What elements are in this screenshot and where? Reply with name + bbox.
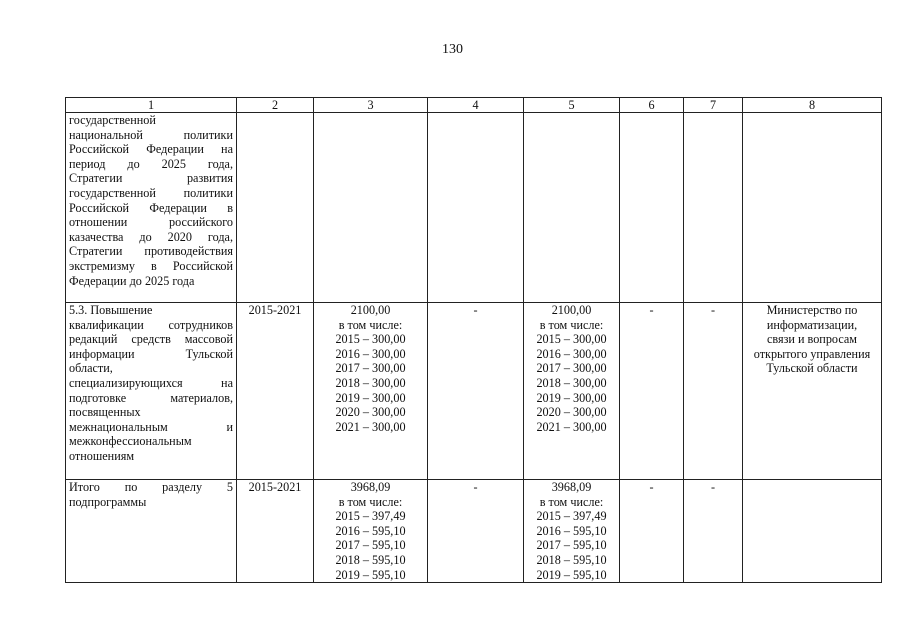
measure-description-cell [66,303,237,480]
page-number: 130 [442,42,463,57]
empty-cell [743,113,882,303]
empty-cell [428,113,524,303]
text-line: Стратегии развития [69,171,233,186]
text-line: посвященных [69,405,141,420]
text-line: 2015 – 397,49 [536,509,607,524]
text-line: национальной политики [69,127,233,142]
header-row [66,98,882,113]
text-line: 2017 – 595,10 [536,538,607,553]
text-line: 2018 – 595,10 [536,552,607,567]
header-col-8: 8 [743,98,882,113]
empty-cell [684,113,743,303]
text-line: 2016 – 595,10 [536,523,607,538]
text-line: 3968,09 [551,480,592,494]
header-col-3: 3 [314,98,428,113]
text-line: специализирующихся на [69,375,233,390]
text-line: 2016 – 300,00 [335,346,406,361]
text-line: информатизации, [766,317,858,332]
text-line: 2018 – 595,10 [335,552,406,567]
text-line: 2016 – 300,00 [536,346,607,361]
col4-cell: - [428,480,524,583]
program-table [65,97,882,583]
text-line: 3968,09 [350,480,391,494]
text-line: экстремизму в Российской [69,258,233,273]
section-total-cell [66,480,237,583]
text-line: период до 2025 года, [69,156,233,171]
text-line: открытого управления [753,346,871,361]
text-line: Российской Федерации в [69,200,233,215]
text-line: 2019 – 300,00 [536,390,607,405]
text-line: в том числе: [539,317,604,332]
col7-cell: - [684,480,743,583]
header-col-2: 2 [237,98,314,113]
text-line: казачества до 2020 года, [69,229,233,244]
col7-cell: - [684,303,743,480]
col6-cell: - [620,303,684,480]
text-line: Тульской области [766,361,858,376]
text-line: 2018 – 300,00 [536,375,607,390]
text-line: 2019 – 300,00 [335,390,406,405]
empty-cell [620,113,684,303]
text-line: межконфессиональным [69,434,192,449]
text-line: в том числе: [338,317,403,332]
text-line: 2021 – 300,00 [335,419,406,434]
text-line: государственной политики [69,185,233,200]
text-line: 2015 – 300,00 [536,332,607,347]
text-line: 2015 – 300,00 [335,332,406,347]
empty-cell [237,113,314,303]
text-line: отношении российского [69,215,233,230]
text-line: редакций средств массовой [69,332,233,347]
header-col-1: 1 [66,98,237,113]
text-line: Федерации до 2025 года [69,273,195,288]
text-line: квалификации сотрудников [69,317,233,332]
regional-funding-cell [524,480,620,583]
text-line: Министерство по [766,303,858,317]
text-line: информации Тульской [69,346,233,361]
text-line: 2020 – 300,00 [335,405,406,420]
header-col-5: 5 [524,98,620,113]
text-line: Российской Федерации на [69,142,233,157]
table-row [66,113,882,303]
text-line: 2017 – 300,00 [335,361,406,376]
text-line: межнациональным и [69,419,233,434]
text-line: в том числе: [539,494,604,509]
table-row [66,303,882,480]
header-col-7: 7 [684,98,743,113]
text-line: 2018 – 300,00 [335,375,406,390]
empty-cell [743,480,882,583]
table-row [66,480,882,583]
total-funding-cell [314,480,428,583]
text-line: 2016 – 595,10 [335,523,406,538]
period-cell: 2015-2021 [237,480,314,583]
col4-cell: - [428,303,524,480]
text-line: области, [69,361,113,376]
empty-cell [314,113,428,303]
period-cell: 2015-2021 [237,303,314,480]
text-line: 2015 – 397,49 [335,509,406,524]
text-line: 2019 – 595,10 [536,567,607,582]
regional-funding-cell [524,303,620,480]
empty-cell [524,113,620,303]
text-line: в том числе: [338,494,403,509]
text-line: Итого по разделу 5 [69,480,233,494]
text-line: 2021 – 300,00 [536,419,607,434]
executor-cell [743,303,882,480]
total-funding-cell [314,303,428,480]
text-line: 2017 – 595,10 [335,538,406,553]
text-line: 5.3. Повышение [69,303,153,317]
text-line: Стратегии противодействия [69,244,233,259]
col6-cell: - [620,480,684,583]
text-line: отношениям [69,448,135,463]
text-line: 2100,00 [551,303,592,317]
text-line: 2020 – 300,00 [536,405,607,420]
header-col-6: 6 [620,98,684,113]
text-line: подготовке материалов, [69,390,233,405]
text-line: связи и вопросам [766,332,858,347]
text-line: 2017 – 300,00 [536,361,607,376]
text-line: 2019 – 595,10 [335,567,406,582]
text-line: государственной [69,113,156,127]
text-line: 2100,00 [350,303,391,317]
header-col-4: 4 [428,98,524,113]
text-line: подпрограммы [69,494,147,509]
strategies-cell [66,113,237,303]
